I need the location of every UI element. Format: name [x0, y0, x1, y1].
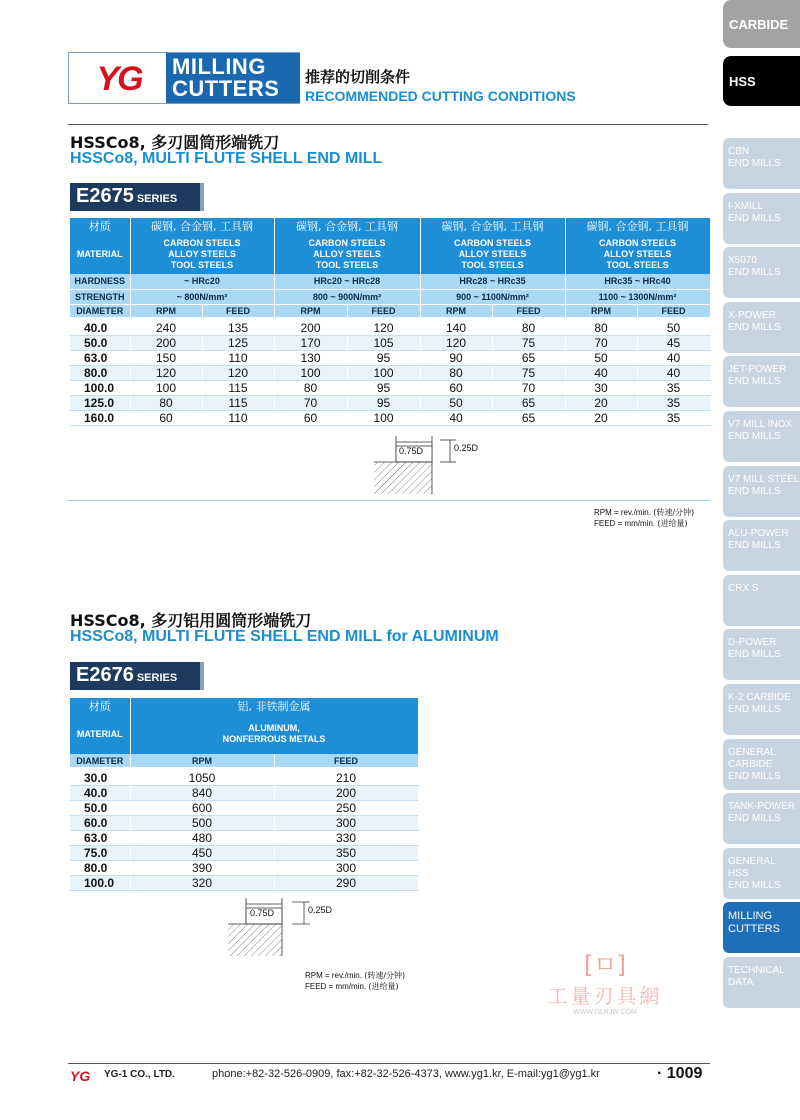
watermark-url: WWW.GLRJW.COM: [573, 1009, 637, 1016]
feed-cell: 95: [347, 351, 420, 366]
material-row: [70, 234, 710, 274]
diagram-label-depth: 0.25D: [454, 443, 479, 453]
tab-label: CUTTERS: [728, 923, 780, 936]
feed-cell: 250: [274, 801, 418, 816]
diameter-cell: 40.0: [70, 319, 130, 336]
hardness-row: [70, 274, 710, 289]
footer-divider: [68, 1063, 710, 1064]
rpm-cell: 60: [420, 381, 492, 396]
product-title-line1: MILLING: [172, 54, 266, 79]
table-row: [70, 876, 418, 891]
page-number: · 1009: [657, 1065, 703, 1082]
table-row: [70, 816, 418, 831]
feed-cell: 40: [637, 351, 710, 366]
section1-title-en: HSSCo8, MULTI FLUTE SHELL END MILL: [70, 150, 383, 167]
tab-label: END MILLS: [728, 431, 781, 442]
footer-contact: phone:+82-32-526-0909, fax:+82-32-526-4373, www.yg1.kr, E-mail:yg1@yg1.kr: [212, 1068, 600, 1080]
rpm-cell: 600: [130, 801, 274, 816]
rpm-cell: 450: [130, 846, 274, 861]
feed-cell: 330: [274, 831, 418, 846]
rpm-cell: 40: [420, 411, 492, 426]
diameter-cell: 125.0: [70, 396, 130, 411]
feed-cell: 125: [202, 336, 274, 351]
rpm-cell: 500: [130, 816, 274, 831]
table-row: [70, 381, 710, 396]
hardness-label: HARDNESS: [70, 274, 130, 289]
e2676-data-rows: [70, 769, 418, 891]
diameter-cell: 40.0: [70, 786, 130, 801]
feed-cell: 120: [347, 319, 420, 336]
group-cn: 碳钢, 合金钢, 工具钢: [420, 218, 565, 234]
tab-carbide[interactable]: CARBIDE: [723, 0, 800, 48]
feed-cell: 290: [274, 876, 418, 891]
table-row: [70, 319, 710, 336]
table-row: [70, 366, 710, 381]
rpm-cell: 840: [130, 786, 274, 801]
table-row: [70, 801, 418, 816]
tab-label: MILLING: [728, 910, 773, 923]
tab-cbn-end-mills[interactable]: [723, 138, 800, 189]
strength-value: ~ 800N/mm²: [130, 289, 274, 304]
rpm-header: RPM: [565, 304, 637, 319]
tab-label: DATA: [728, 977, 754, 988]
tab-jet-power-end-mills[interactable]: [723, 356, 800, 407]
table-row: [70, 769, 418, 786]
feed-cell: 350: [274, 846, 418, 861]
tab-label: END MILLS: [728, 770, 781, 782]
tab-label: GENERAL: [728, 855, 776, 867]
tab-tank-power-end-mills[interactable]: [723, 793, 800, 844]
feed-cell: 115: [202, 396, 274, 411]
section2-title-en: HSSCo8, MULTI FLUTE SHELL END MILL for ALUMINUM: [70, 628, 499, 645]
feed-header: FEED: [202, 304, 274, 319]
group-material: CARBON STEELS ALLOY STEELS TOOL STEELS: [130, 234, 274, 274]
rpm-cell: 120: [130, 366, 202, 381]
page-title-en: RECOMMENDED CUTTING CONDITIONS: [305, 88, 576, 104]
feed-cell: 300: [274, 861, 418, 876]
rpm-cell: 170: [274, 336, 347, 351]
feed-cell: 115: [202, 381, 274, 396]
diameter-cell: 60.0: [70, 816, 130, 831]
rpm-cell: 40: [565, 366, 637, 381]
tab-d-power-end-mills[interactable]: [723, 629, 800, 680]
series-badge-e2676: E2676 SERIES: [70, 662, 204, 690]
feed-cell: 95: [347, 381, 420, 396]
section1-divider: [68, 500, 710, 501]
feed-cell: 100: [347, 366, 420, 381]
group-material: CARBON STEELS ALLOY STEELS TOOL STEELS: [274, 234, 420, 274]
tab-label: TECHNICAL: [728, 965, 785, 976]
rpm-cell: 320: [130, 876, 274, 891]
rpm-cell: 20: [565, 411, 637, 426]
rpm-cell: 50: [565, 351, 637, 366]
strength-value: 900 ~ 1100N/mm²: [420, 289, 565, 304]
hardness-value: ~ HRc20: [130, 274, 274, 289]
group-material: ALUMINUM, NONFERROUS METALS: [130, 714, 418, 754]
tab-label: D-POWER: [728, 637, 777, 649]
tab-alu-power-end-mills[interactable]: [723, 520, 800, 571]
feed-cell: 65: [492, 351, 565, 366]
table-row: [70, 411, 710, 426]
feed-cell: 100: [347, 411, 420, 426]
tab-label: CRX S: [728, 582, 759, 594]
diameter-cell: 50.0: [70, 801, 130, 816]
diagram-label-depth: 0.25D: [308, 905, 333, 915]
rpm-cell: 90: [420, 351, 492, 366]
column-header-row: [70, 304, 710, 319]
feed-cell: 45: [637, 336, 710, 351]
table-row: [70, 786, 418, 801]
rpm-cell: 130: [274, 351, 347, 366]
tab-technical-data[interactable]: [723, 957, 800, 1008]
tab-label: JET-POWER: [728, 364, 787, 376]
group-cn: 碳钢, 合金钢, 工具钢: [565, 218, 710, 234]
e2675-data-rows: [70, 319, 710, 426]
brand-header-box: [68, 52, 300, 104]
tab-label: V7 MILL INOX: [728, 419, 793, 430]
product-title-line2: CUTTERS: [172, 76, 280, 101]
table-row: [70, 336, 710, 351]
feed-cell: 35: [637, 381, 710, 396]
rpm-cell: 140: [420, 319, 492, 336]
diagram-label-width: 0.75D: [250, 908, 275, 918]
rpm-cell: 200: [130, 336, 202, 351]
tab-label: ALU-POWER: [728, 528, 789, 540]
rpm-cell: 60: [274, 411, 347, 426]
rpm-cell: 80: [274, 381, 347, 396]
feed-cell: 105: [347, 336, 420, 351]
group-cn: 碳钢, 合金钢, 工具钢: [274, 218, 420, 234]
tab-label: CBN: [728, 146, 750, 157]
feed-cell: 300: [274, 816, 418, 831]
yg-logo: YG: [96, 59, 142, 98]
tab-label: HSS: [728, 867, 749, 879]
tab-general-hss[interactable]: [723, 848, 800, 899]
diameter-cell: 80.0: [70, 861, 130, 876]
feed-cell: 50: [637, 319, 710, 336]
tab-hss[interactable]: HSS: [723, 56, 800, 106]
units-note: RPM = rev./min. (转速/分钟) FEED = mm/min. (进给量): [594, 508, 695, 528]
rpm-cell: 1050: [130, 769, 274, 786]
tab-milling-cutters[interactable]: [723, 902, 800, 953]
material-label: MATERIAL: [70, 234, 130, 274]
page-title-cn: 推荐的切削条件: [305, 68, 411, 86]
tab-crx-s[interactable]: [723, 575, 800, 626]
feed-cell: 35: [637, 411, 710, 426]
tab-label: END MILLS: [728, 813, 781, 825]
group-material: CARBON STEELS ALLOY STEELS TOOL STEELS: [420, 234, 565, 274]
series-badge-e2675: E2675 SERIES: [70, 183, 204, 211]
diameter-cell: 75.0: [70, 846, 130, 861]
cutting-table-e2675: [70, 218, 711, 426]
footer-logo: YG: [70, 1068, 91, 1084]
tab-x-power-end-mills[interactable]: [723, 302, 800, 353]
table-row: [70, 351, 710, 366]
tab-k-2-carbide-end-mills[interactable]: [723, 684, 800, 735]
feed-cell: 75: [492, 336, 565, 351]
diameter-header: DIAMETER: [70, 754, 130, 769]
feed-cell: 110: [202, 411, 274, 426]
tab-label: V7 MILL STEEL: [728, 473, 800, 485]
strength-label: STRENGTH: [70, 289, 130, 304]
strength-row: [70, 289, 710, 304]
rpm-cell: 80: [130, 396, 202, 411]
hardness-value: HRc20 ~ HRc28: [274, 274, 420, 289]
material-cn-label: 材质: [70, 698, 130, 714]
material-cn-row: [70, 698, 418, 714]
rpm-cell: 30: [565, 381, 637, 396]
tab-label: END MILLS: [728, 649, 781, 661]
tab-label: K-2 CARBIDE: [728, 692, 791, 703]
feed-cell: 35: [637, 396, 710, 411]
feed-cell: 40: [637, 366, 710, 381]
tab-label: GENERAL: [728, 746, 776, 758]
material-row: [70, 714, 418, 754]
rpm-cell: 60: [130, 411, 202, 426]
tab-label: I-XMILL: [728, 200, 764, 212]
diameter-cell: 160.0: [70, 411, 130, 426]
group-cn: 碳钢, 合金钢, 工具钢: [130, 218, 274, 234]
tab-label: X5070: [728, 255, 757, 267]
rpm-cell: 390: [130, 861, 274, 876]
tab-general-carbide[interactable]: [723, 739, 800, 790]
rpm-cell: 50: [420, 396, 492, 411]
tab-i-xmill-end-mills[interactable]: [723, 193, 800, 244]
group-material: CARBON STEELS ALLOY STEELS TOOL STEELS: [565, 234, 710, 274]
diagram-label-width: 0.75D: [399, 446, 424, 456]
feed-cell: 65: [492, 396, 565, 411]
rpm-cell: 80: [420, 366, 492, 381]
product-title-box: [166, 53, 300, 103]
tab-label: X-POWER: [728, 309, 776, 321]
tab-v7-mill-inox-end-mills[interactable]: [723, 411, 800, 462]
tab-label: TANK-POWER: [728, 801, 796, 813]
footer-company: YG-1 CO., LTD.: [104, 1069, 175, 1080]
table-row: [70, 831, 418, 846]
material-label: MATERIAL: [70, 714, 130, 754]
feed-header: FEED: [274, 754, 418, 769]
watermark-logo: [ㅁ]: [584, 951, 626, 979]
feed-header: FEED: [492, 304, 565, 319]
feed-cell: 210: [274, 769, 418, 786]
rpm-cell: 70: [274, 396, 347, 411]
hardness-value: HRc35 ~ HRc40: [565, 274, 710, 289]
rpm-header: RPM: [130, 304, 202, 319]
tab-label: END MILLS: [728, 158, 781, 169]
rpm-cell: 120: [420, 336, 492, 351]
group-cn: 铝, 非铁制金属: [130, 698, 418, 714]
feed-cell: 65: [492, 411, 565, 426]
feed-header: FEED: [637, 304, 710, 319]
column-header-row: [70, 754, 418, 769]
rpm-header: RPM: [130, 754, 274, 769]
cutting-depth-diagram: [226, 896, 346, 960]
feed-header: FEED: [347, 304, 420, 319]
tab-label: END MILLS: [728, 879, 781, 891]
cutting-depth-diagram: [370, 434, 490, 498]
rpm-cell: 200: [274, 319, 347, 336]
feed-cell: 135: [202, 319, 274, 336]
tab-label: END MILLS: [728, 376, 781, 388]
diameter-cell: 100.0: [70, 381, 130, 396]
table-row: [70, 396, 710, 411]
tab-x5070-end-mills[interactable]: [723, 247, 800, 298]
feed-cell: 110: [202, 351, 274, 366]
cutting-table-e2676: [70, 698, 419, 891]
diameter-cell: 63.0: [70, 831, 130, 846]
diameter-cell: 30.0: [70, 769, 130, 786]
tab-label: CARBIDE: [728, 758, 773, 770]
material-cn-label: 材质: [70, 218, 130, 234]
diameter-cell: 50.0: [70, 336, 130, 351]
diameter-cell: 63.0: [70, 351, 130, 366]
feed-cell: 80: [492, 319, 565, 336]
rpm-cell: 70: [565, 336, 637, 351]
rpm-cell: 480: [130, 831, 274, 846]
rpm-cell: 100: [274, 366, 347, 381]
hardness-value: HRc28 ~ HRc35: [420, 274, 565, 289]
table-row: [70, 861, 418, 876]
tab-v7-mill-steel-end-mills[interactable]: [723, 466, 800, 517]
feed-cell: 75: [492, 366, 565, 381]
tab-label: END MILLS: [728, 267, 781, 279]
strength-value: 800 ~ 900N/mm²: [274, 289, 420, 304]
rpm-cell: 240: [130, 319, 202, 336]
diameter-header: DIAMETER: [70, 304, 130, 319]
rpm-cell: 20: [565, 396, 637, 411]
material-cn-row: [70, 218, 710, 234]
diameter-cell: 100.0: [70, 876, 130, 891]
watermark-text: 工量刃具網: [547, 984, 663, 1008]
strength-value: 1100 ~ 1300N/mm²: [565, 289, 710, 304]
rpm-cell: 150: [130, 351, 202, 366]
tab-label: END MILLS: [728, 321, 781, 333]
header-divider: [68, 124, 708, 125]
tab-label: END MILLS: [728, 212, 781, 224]
rpm-cell: 80: [565, 319, 637, 336]
rpm-header: RPM: [274, 304, 347, 319]
feed-cell: 200: [274, 786, 418, 801]
watermark: [530, 945, 680, 1016]
section2-title-cn: HSSCo8, 多刃铝用圆筒形端铣刀: [70, 611, 312, 630]
tab-label: END MILLS: [728, 540, 781, 552]
table-row: [70, 846, 418, 861]
rpm-header: RPM: [420, 304, 492, 319]
feed-cell: 120: [202, 366, 274, 381]
feed-cell: 95: [347, 396, 420, 411]
section1-title-cn: HSSCo8, 多刃圆筒形端铣刀: [70, 133, 280, 152]
diameter-cell: 80.0: [70, 366, 130, 381]
tab-label: END MILLS: [728, 485, 781, 497]
tab-label: END MILLS: [728, 704, 781, 715]
units-note: RPM = rev./min. (转速/分钟) FEED = mm/min. (进给量): [305, 971, 406, 991]
rpm-cell: 100: [130, 381, 202, 396]
feed-cell: 70: [492, 381, 565, 396]
